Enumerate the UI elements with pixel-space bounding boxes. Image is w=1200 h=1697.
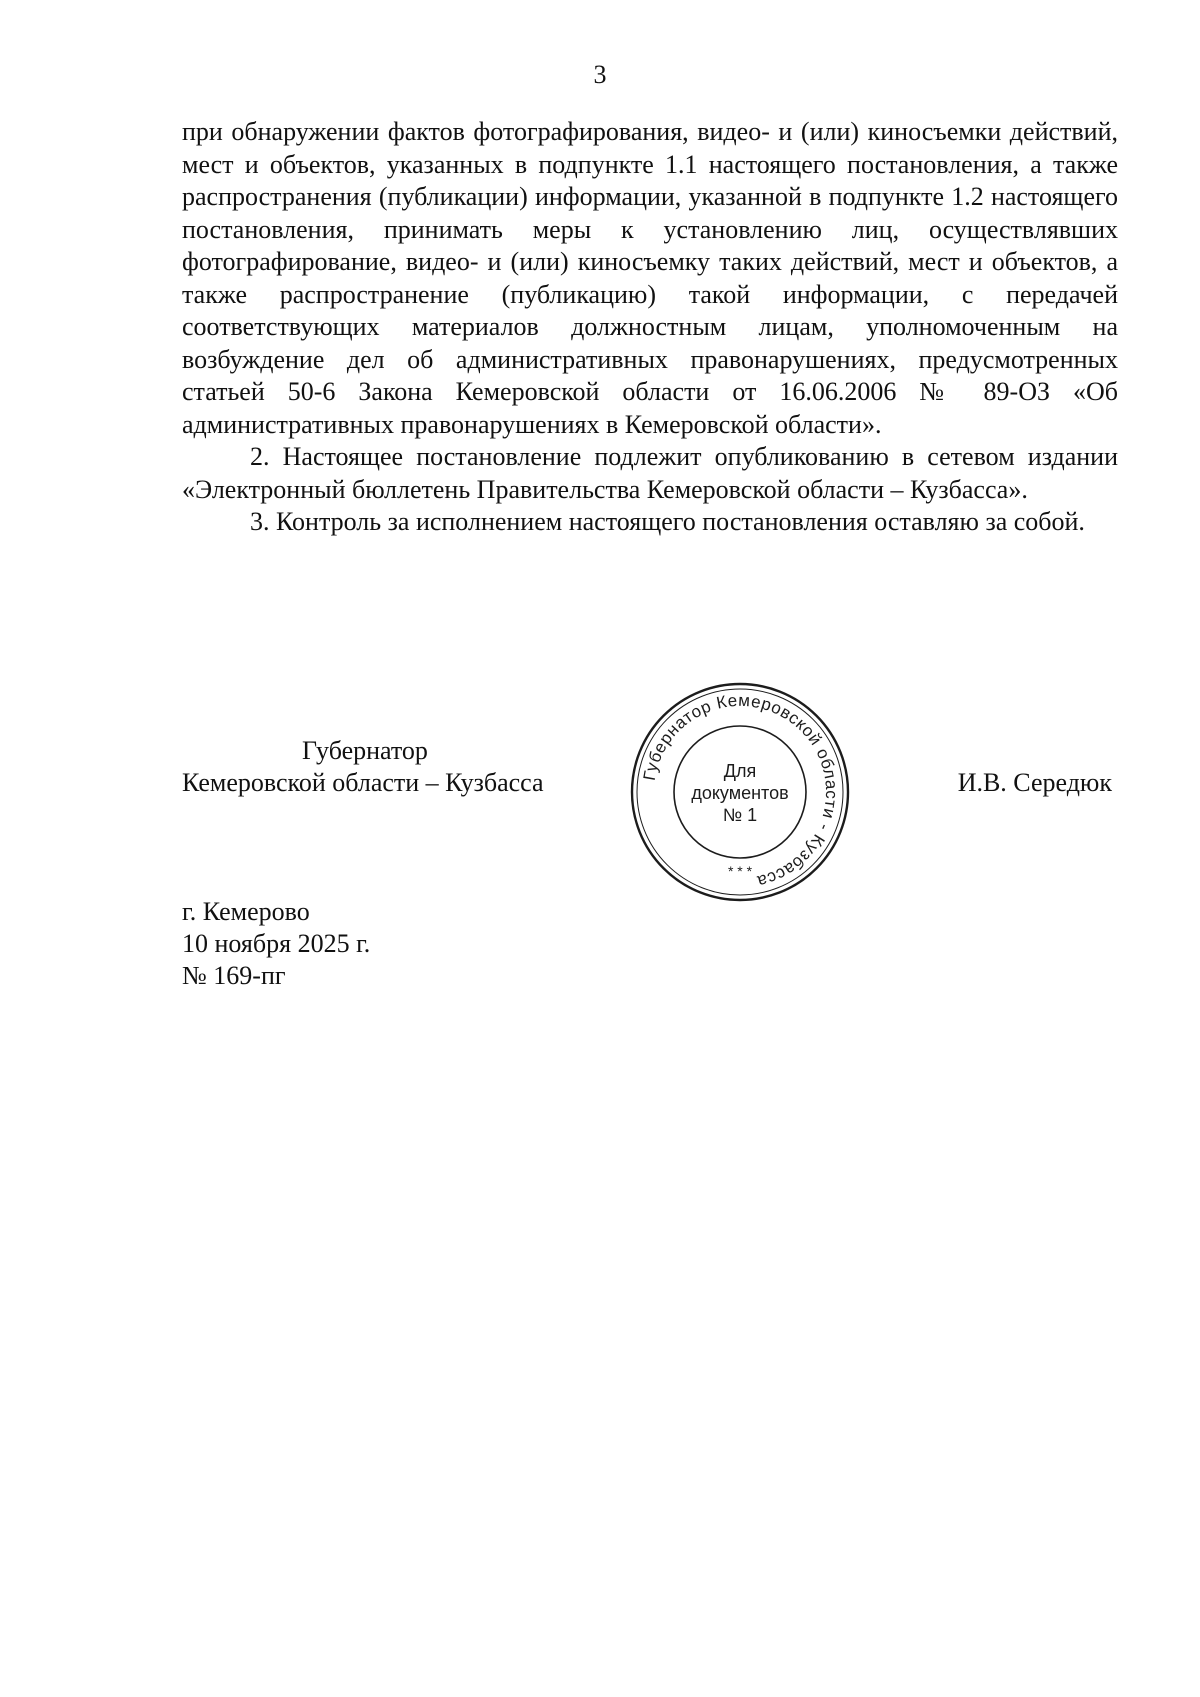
stamp-center-line3: № 1 bbox=[722, 805, 758, 825]
stamp-center-line1: Для bbox=[723, 761, 757, 781]
document-body bbox=[182, 116, 1118, 539]
paragraph-publication: 2. Настоящее постановление подлежит опубликованию в сетевом издании «Электронный бюллетень Правительства Кемеровской области – Кузбасса». bbox=[182, 442, 1118, 504]
paragraph-measures: при обнаружении фактов фотографирования, видео- и (или) киносъемки действий, мест и объектов, указанных в подпункте 1.1 настоящего постановления, а также распространения (публикации) информации, указанной в подпункте 1.2 настоящего постановления, принимать меры к установлению лиц, осуществлявших фотографирование, видео- и (или) киносъемку таких действий, мест и объектов, а также распространение (публикацию) такой информации, с передачей соответствующих материалов должностным лицам, уполномоченным на возбуждение дел об административных правонарушениях, предусмотренных статьей 50-6 Закона Кемеровской области от 16.06.2006 № 89-ОЗ «Об административных правонарушениях в Кемеровской области». bbox=[182, 117, 1118, 439]
document-city: г. Кемерово bbox=[182, 897, 310, 926]
stamp-ring-text: Губернатор Кемеровской области - Кузбасса bbox=[639, 690, 842, 892]
document-date: 10 ноября 2025 г. bbox=[182, 929, 371, 958]
official-stamp bbox=[627, 679, 853, 905]
signatory-position: Губернатор bbox=[302, 736, 428, 765]
signatory-title bbox=[182, 735, 544, 799]
paragraph-control: 3. Контроль за исполнением настоящего постановления оставляю за собой. bbox=[250, 507, 1085, 536]
stamp-stars: * * * bbox=[727, 863, 753, 879]
page-number: 3 bbox=[593, 60, 607, 89]
signatory-region: Кемеровской области – Кузбасса bbox=[182, 768, 544, 797]
document-footer bbox=[182, 896, 370, 992]
signatory-name: И.В. Середюк bbox=[957, 768, 1112, 797]
document-number: № 169-пг bbox=[182, 961, 286, 990]
stamp-center-line2: документов bbox=[691, 783, 789, 803]
